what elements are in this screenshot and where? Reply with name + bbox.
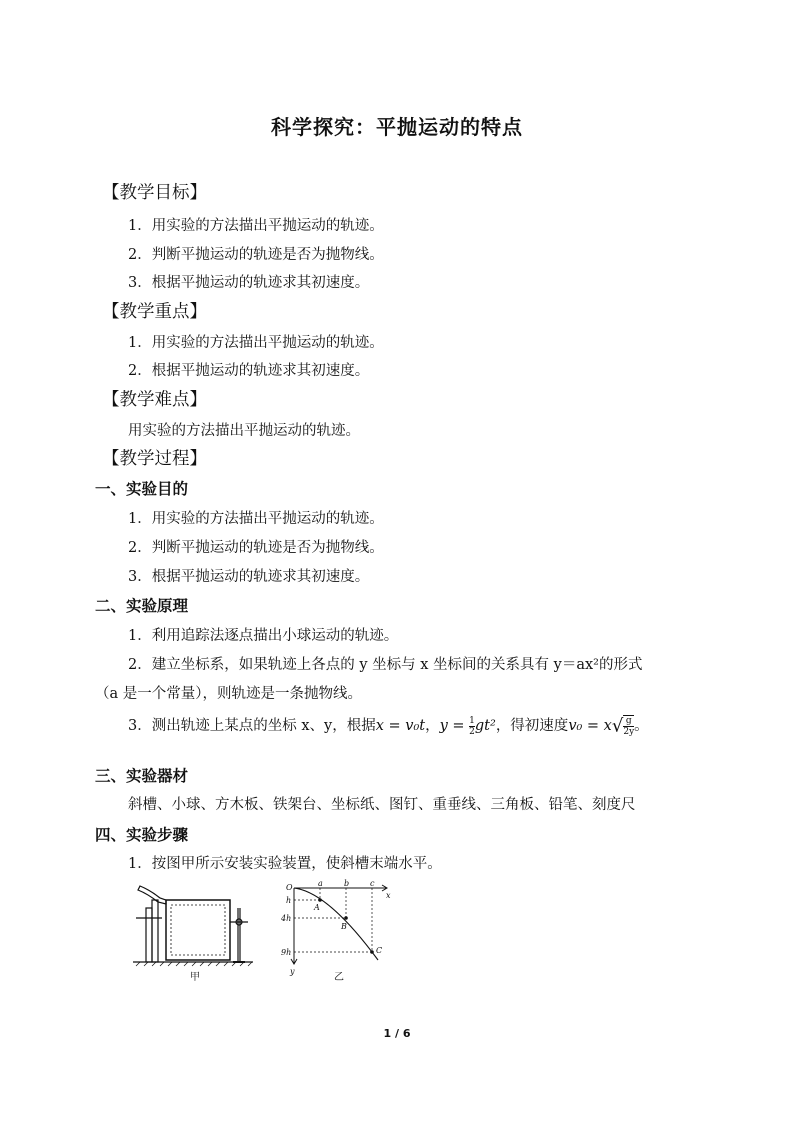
trajectory-figure <box>278 878 398 988</box>
x-tick-label: c <box>370 879 375 888</box>
key-point-item: 1．用实验的方法描出平抛运动的轨迹。 <box>128 335 384 351</box>
y-tick-label: 9h <box>281 948 292 957</box>
part1-item: 1．用实验的方法描出平抛运动的轨迹。 <box>128 511 384 527</box>
apparatus-figure <box>128 878 258 988</box>
point-b <box>344 916 348 920</box>
item3-sep: ， <box>425 718 440 734</box>
part2-item3 <box>128 714 649 737</box>
point-label: B <box>341 922 347 931</box>
part2-heading: 二、实验原理 <box>95 596 189 615</box>
difficulties-heading: 【教学难点】 <box>102 390 207 410</box>
y-tick-label: 4h <box>281 914 292 923</box>
point-label: C <box>376 946 383 955</box>
board <box>166 900 230 960</box>
goal-item: 2．判断平抛运动的轨迹是否为抛物线。 <box>128 247 384 263</box>
item3-end: 。 <box>634 718 649 734</box>
point-a <box>318 898 322 902</box>
y-axis-label: y <box>290 967 295 976</box>
left-stand-post-2 <box>152 900 158 962</box>
grid-lines <box>294 888 372 952</box>
key-points-heading: 【教学重点】 <box>102 302 207 322</box>
sqrt-sign-icon: √ <box>611 715 624 737</box>
goal-item: 3．根据平抛运动的轨迹求其初速度。 <box>128 275 370 291</box>
process-heading: 【教学过程】 <box>102 449 207 469</box>
fraction-num: g <box>625 716 632 726</box>
point-c <box>370 950 374 954</box>
equation-y-post: gt² <box>474 718 496 734</box>
fraction-num: 1 <box>469 715 475 726</box>
goals-heading: 【教学目标】 <box>102 183 207 203</box>
x-axis-label: x <box>386 891 391 900</box>
page-number: 1 / 6 <box>383 1027 411 1040</box>
part2-item2-line2: （a 是一个常量），则轨迹是一条抛物线。 <box>95 686 363 702</box>
origin-label: O <box>286 883 293 892</box>
fraction-den: 2 <box>469 726 475 737</box>
trajectory-curve <box>294 888 378 960</box>
goal-item: 1．用实验的方法描出平抛运动的轨迹。 <box>128 218 384 234</box>
figure-caption: 乙 <box>334 972 344 983</box>
fraction-g-2y <box>623 715 634 737</box>
part2-item1: 1．利用追踪法逐点描出小球运动的轨迹。 <box>128 628 399 644</box>
point-label: A <box>314 903 320 912</box>
figure-caption: 甲 <box>190 972 200 983</box>
equation-x: x = v₀t <box>375 718 426 734</box>
part3-text: 斜槽、小球、方木板、铁架台、坐标纸、图钉、重垂线、三角板、铅笔、刻度尺 <box>128 797 636 813</box>
part4-item1: 1．按图甲所示安装实验装置，使斜槽末端水平。 <box>128 856 442 872</box>
y-tick-label: h <box>286 896 292 905</box>
item3-pre: 3．测出轨迹上某点的坐标 x、y，根据 <box>128 718 376 734</box>
x-tick-label: a <box>318 879 323 888</box>
left-stand-post <box>146 908 152 962</box>
equation-y-pre: y = <box>439 718 470 734</box>
part4-heading: 四、实验步骤 <box>95 825 189 844</box>
part1-heading: 一、实验目的 <box>95 479 189 498</box>
equation-v0: v₀ = x <box>568 718 612 734</box>
page-title: 科学探究：平抛运动的特点 <box>271 115 523 139</box>
key-point-item: 2．根据平抛运动的轨迹求其初速度。 <box>128 363 370 379</box>
item3-mid: ，得初速度 <box>495 718 569 734</box>
difficulty-item: 用实验的方法描出平抛运动的轨迹。 <box>128 423 360 439</box>
part3-heading: 三、实验器材 <box>95 766 189 785</box>
part1-item: 2．判断平抛运动的轨迹是否为抛物线。 <box>128 540 384 556</box>
part1-item: 3．根据平抛运动的轨迹求其初速度。 <box>128 569 370 585</box>
part2-item2-line1: 2．建立坐标系，如果轨迹上各点的 y 坐标与 x 坐标间的关系具有 y＝ax²的形式 <box>128 657 643 673</box>
paper <box>171 905 225 955</box>
fraction-den: 2y <box>623 727 635 737</box>
x-tick-label: b <box>344 879 350 888</box>
